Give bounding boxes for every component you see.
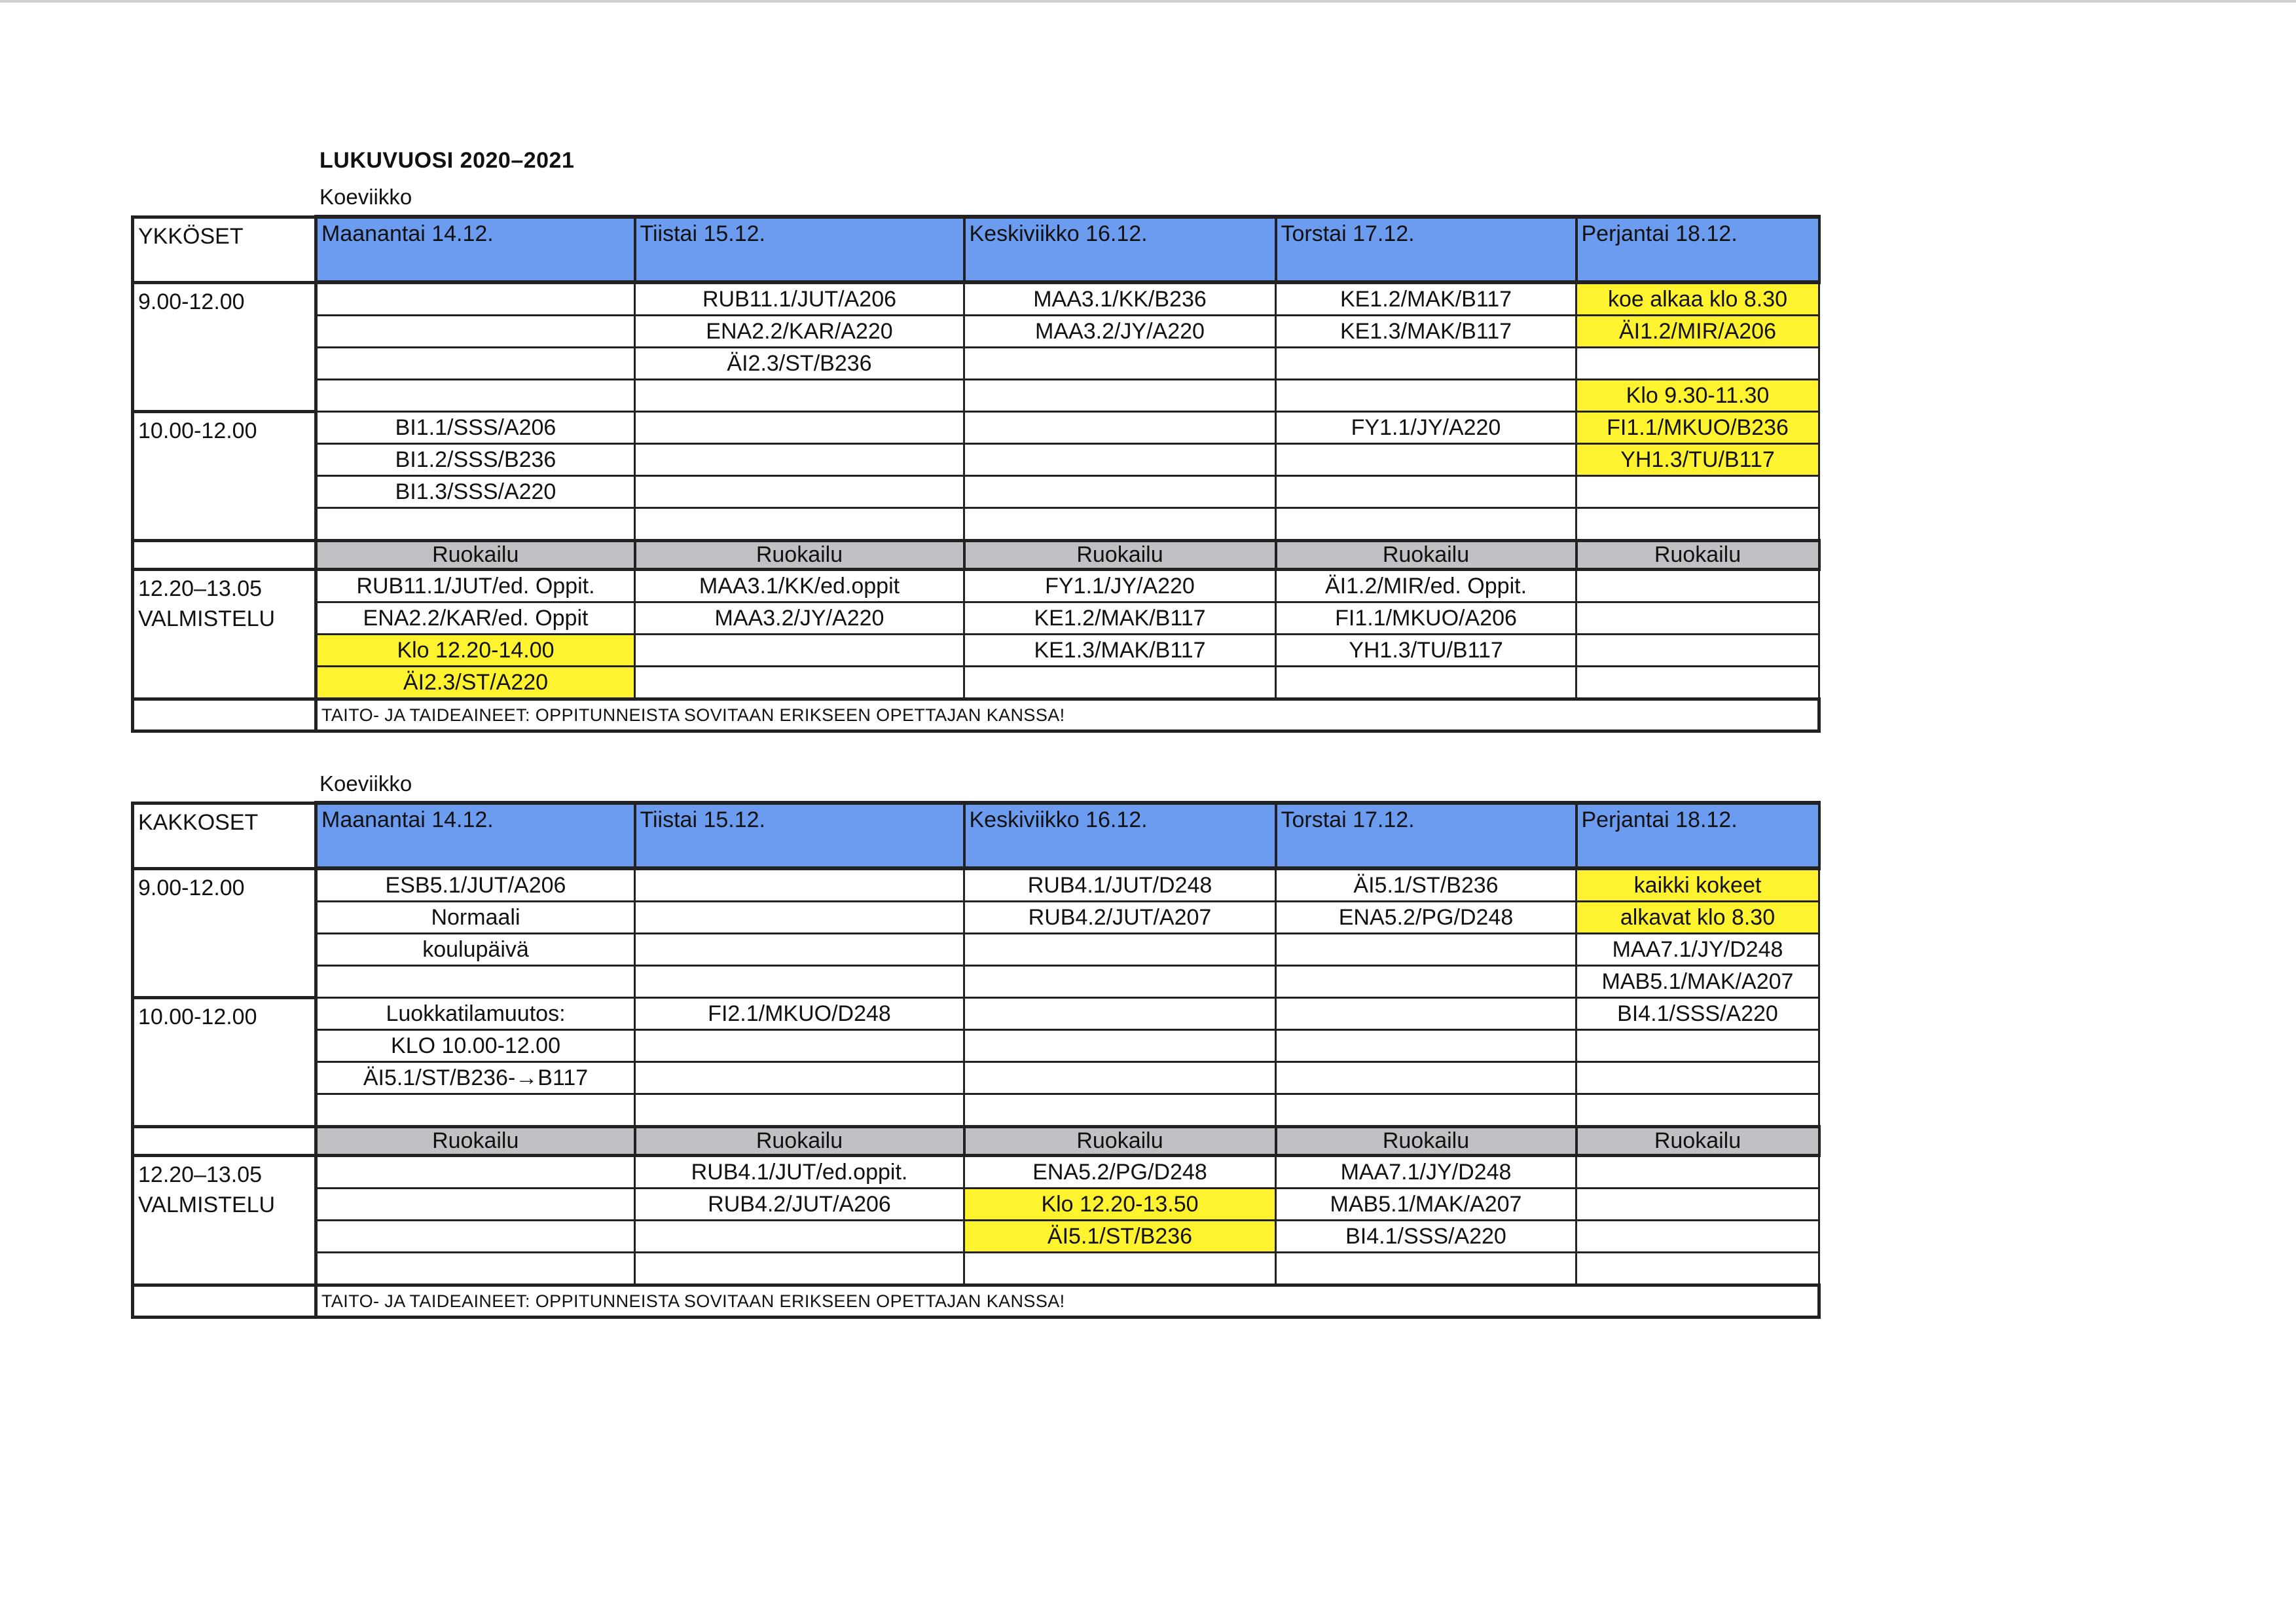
table-row	[133, 282, 1819, 316]
exam-cell-highlight: Klo 9.30-11.30	[1576, 380, 1819, 412]
note-row	[133, 699, 1819, 731]
exam-cell	[1576, 1062, 1819, 1094]
exam-cell: ÄI2.3/ST/B236	[635, 348, 964, 380]
note-label-cell	[133, 1285, 316, 1318]
group-label: KAKKOSET	[133, 803, 316, 868]
day-header: Perjantai 18.12.	[1576, 217, 1819, 282]
day-header-row	[133, 217, 1819, 282]
exam-cell: BI1.2/SSS/B236	[316, 444, 635, 476]
table-row	[133, 508, 1819, 541]
exam-cell	[1576, 1030, 1819, 1062]
exam-cell	[964, 508, 1276, 541]
table-row	[133, 380, 1819, 412]
exam-cell: BI1.1/SSS/A206	[316, 412, 635, 444]
section-subtitle: Koeviikko	[319, 185, 412, 209]
exam-cell	[1276, 1253, 1576, 1285]
exam-cell	[964, 380, 1276, 412]
lunch-row	[133, 541, 1819, 570]
time-slot-label-valmistelu: VALMISTELU	[138, 606, 276, 631]
day-header: Torstai 17.12.	[1276, 803, 1576, 868]
exam-cell	[635, 380, 964, 412]
exam-cell-highlight: kaikki kokeet	[1576, 868, 1819, 902]
exam-cell: MAA3.1/KK/B236	[964, 282, 1276, 316]
exam-cell	[1576, 1156, 1819, 1189]
exam-cell	[1276, 934, 1576, 966]
exam-cell-highlight: alkavat klo 8.30	[1576, 902, 1819, 934]
exam-cell	[316, 966, 635, 998]
schedule-table-ykkoset	[131, 215, 1821, 733]
exam-cell: KE1.3/MAK/B117	[1276, 316, 1576, 348]
exam-cell	[635, 412, 964, 444]
table-row	[133, 966, 1819, 998]
exam-cell	[964, 1253, 1276, 1285]
lunch-cell: Ruokailu	[964, 541, 1276, 570]
table-row	[133, 934, 1819, 966]
exam-cell	[316, 508, 635, 541]
exam-cell: BI1.3/SSS/A220	[316, 476, 635, 508]
exam-cell	[635, 1221, 964, 1253]
table-row	[133, 1221, 1819, 1253]
exam-cell: ENA2.2/KAR/ed. Oppit	[316, 602, 635, 635]
exam-cell	[964, 1062, 1276, 1094]
table-row	[133, 1062, 1819, 1094]
exam-cell	[316, 380, 635, 412]
exam-cell: RUB4.2/JUT/A207	[964, 902, 1276, 934]
exam-cell	[964, 348, 1276, 380]
exam-cell	[635, 1253, 964, 1285]
exam-cell: MAA7.1/JY/D248	[1576, 934, 1819, 966]
table-row	[133, 412, 1819, 444]
day-header: Tiistai 15.12.	[635, 217, 964, 282]
exam-cell: RUB4.2/JUT/A206	[635, 1189, 964, 1221]
exam-cell	[1576, 1189, 1819, 1221]
table-row	[133, 316, 1819, 348]
exam-cell	[1576, 570, 1819, 602]
table-row	[133, 1253, 1819, 1285]
exam-cell	[316, 1094, 635, 1127]
exam-cell	[964, 444, 1276, 476]
time-slot-label: 9.00-12.00	[133, 282, 316, 412]
exam-cell-highlight: ÄI2.3/ST/A220	[316, 667, 635, 699]
exam-cell: koulupäivä	[316, 934, 635, 966]
exam-cell	[1276, 476, 1576, 508]
table-row	[133, 1030, 1819, 1062]
exam-cell	[964, 476, 1276, 508]
day-header: Keskiviikko 16.12.	[964, 803, 1276, 868]
exam-cell	[1276, 998, 1576, 1030]
lunch-cell: Ruokailu	[1576, 541, 1819, 570]
exam-cell	[1576, 667, 1819, 699]
exam-cell: ESB5.1/JUT/A206	[316, 868, 635, 902]
time-slot-label-valmistelu: VALMISTELU	[138, 1192, 276, 1217]
exam-cell	[635, 635, 964, 667]
lunch-label-cell	[133, 1127, 316, 1156]
exam-cell: KE1.3/MAK/B117	[964, 635, 1276, 667]
exam-cell: MAA3.2/JY/A220	[635, 602, 964, 635]
table-row	[133, 476, 1819, 508]
exam-cell	[1576, 476, 1819, 508]
exam-cell: MAB5.1/MAK/A207	[1276, 1189, 1576, 1221]
exam-cell: MAA3.2/JY/A220	[964, 316, 1276, 348]
time-slot-label-time: 12.20–13.05	[138, 576, 263, 601]
exam-cell	[635, 1062, 964, 1094]
exam-cell	[1276, 508, 1576, 541]
exam-cell	[1276, 1062, 1576, 1094]
exam-cell: FY1.1/JY/A220	[1276, 412, 1576, 444]
exam-cell: FI2.1/MKUO/D248	[635, 998, 964, 1030]
lunch-cell: Ruokailu	[635, 1127, 964, 1156]
exam-cell	[316, 1253, 635, 1285]
exam-cell	[316, 1221, 635, 1253]
exam-cell	[964, 1094, 1276, 1127]
exam-cell: FY1.1/JY/A220	[964, 570, 1276, 602]
table-row	[133, 998, 1819, 1030]
lunch-cell: Ruokailu	[635, 541, 964, 570]
table-row	[133, 868, 1819, 902]
exam-cell	[635, 667, 964, 699]
exam-cell: RUB4.1/JUT/D248	[964, 868, 1276, 902]
exam-cell	[1576, 1221, 1819, 1253]
time-slot-label: 10.00-12.00	[133, 412, 316, 541]
exam-cell: RUB11.1/JUT/ed. Oppit.	[316, 570, 635, 602]
exam-cell	[964, 412, 1276, 444]
exam-cell-highlight: Klo 12.20-14.00	[316, 635, 635, 667]
exam-cell	[1576, 508, 1819, 541]
exam-cell-highlight: FI1.1/MKUO/B236	[1576, 412, 1819, 444]
exam-cell	[1576, 348, 1819, 380]
exam-cell	[635, 508, 964, 541]
time-slot-label	[133, 570, 316, 699]
table-row	[133, 444, 1819, 476]
table-row	[133, 635, 1819, 667]
exam-cell	[964, 667, 1276, 699]
exam-cell	[1276, 1030, 1576, 1062]
exam-cell	[1276, 444, 1576, 476]
exam-cell	[635, 868, 964, 902]
time-slot-label: 10.00-12.00	[133, 998, 316, 1127]
exam-cell: RUB11.1/JUT/A206	[635, 282, 964, 316]
exam-cell-highlight: YH1.3/TU/B117	[1576, 444, 1819, 476]
exam-cell	[316, 282, 635, 316]
day-header: Maanantai 14.12.	[316, 217, 635, 282]
exam-cell: ÄI5.1/ST/B236-→B117	[316, 1062, 635, 1094]
exam-cell	[1276, 667, 1576, 699]
exam-cell	[635, 902, 964, 934]
exam-cell	[635, 966, 964, 998]
lunch-cell: Ruokailu	[316, 1127, 635, 1156]
exam-cell: Normaali	[316, 902, 635, 934]
exam-cell: ENA2.2/KAR/A220	[635, 316, 964, 348]
day-header-row	[133, 803, 1819, 868]
time-slot-label: 9.00-12.00	[133, 868, 316, 998]
table-row	[133, 1189, 1819, 1221]
exam-cell-highlight: ÄI5.1/ST/B236	[964, 1221, 1276, 1253]
schedule-table-kakkoset	[131, 801, 1821, 1319]
lunch-cell: Ruokailu	[1576, 1127, 1819, 1156]
lunch-cell: Ruokailu	[1276, 1127, 1576, 1156]
exam-cell	[1276, 966, 1576, 998]
day-header: Tiistai 15.12.	[635, 803, 964, 868]
exam-cell: Luokkatilamuutos:	[316, 998, 635, 1030]
note-row	[133, 1285, 1819, 1318]
exam-cell: MAA7.1/JY/D248	[1276, 1156, 1576, 1189]
time-slot-label	[133, 1156, 316, 1285]
lunch-cell: Ruokailu	[1276, 541, 1576, 570]
exam-cell: KLO 10.00-12.00	[316, 1030, 635, 1062]
exam-cell: RUB4.1/JUT/ed.oppit.	[635, 1156, 964, 1189]
exam-cell	[635, 444, 964, 476]
exam-cell	[964, 966, 1276, 998]
exam-cell	[1576, 602, 1819, 635]
day-header: Maanantai 14.12.	[316, 803, 635, 868]
exam-cell	[1576, 1094, 1819, 1127]
time-slot-label-time: 12.20–13.05	[138, 1162, 263, 1187]
section-subtitle: Koeviikko	[319, 771, 412, 796]
exam-cell	[1576, 1253, 1819, 1285]
exam-cell	[964, 934, 1276, 966]
exam-cell-highlight: koe alkaa klo 8.30	[1576, 282, 1819, 316]
table-row	[133, 902, 1819, 934]
exam-cell-highlight: Klo 12.20-13.50	[964, 1189, 1276, 1221]
exam-cell	[1576, 635, 1819, 667]
exam-cell: KE1.2/MAK/B117	[1276, 282, 1576, 316]
table-row	[133, 570, 1819, 602]
exam-cell: YH1.3/TU/B117	[1276, 635, 1576, 667]
exam-cell: MAB5.1/MAK/A207	[1576, 966, 1819, 998]
exam-cell	[635, 1094, 964, 1127]
table-row	[133, 1156, 1819, 1189]
arts-note: TAITO- JA TAIDEAINEET: OPPITUNNEISTA SOVITAAN ERIKSEEN OPETTAJAN KANSSA!	[316, 699, 1819, 731]
exam-cell-highlight: ÄI1.2/MIR/A206	[1576, 316, 1819, 348]
document-title: LUKUVUOSI 2020–2021	[319, 148, 575, 173]
exam-cell: MAA3.1/KK/ed.oppit	[635, 570, 964, 602]
exam-cell: BI4.1/SSS/A220	[1276, 1221, 1576, 1253]
table-row	[133, 667, 1819, 699]
arts-note: TAITO- JA TAIDEAINEET: OPPITUNNEISTA SOVITAAN ERIKSEEN OPETTAJAN KANSSA!	[316, 1285, 1819, 1318]
exam-cell	[1276, 380, 1576, 412]
day-header: Keskiviikko 16.12.	[964, 217, 1276, 282]
day-header: Torstai 17.12.	[1276, 217, 1576, 282]
exam-cell	[1276, 1094, 1576, 1127]
group-label: YKKÖSET	[133, 217, 316, 282]
exam-cell	[1276, 348, 1576, 380]
lunch-cell: Ruokailu	[964, 1127, 1276, 1156]
exam-cell: ENA5.2/PG/D248	[1276, 902, 1576, 934]
exam-cell: FI1.1/MKUO/A206	[1276, 602, 1576, 635]
table-row	[133, 602, 1819, 635]
note-label-cell	[133, 699, 316, 731]
day-header: Perjantai 18.12.	[1576, 803, 1819, 868]
exam-cell	[316, 316, 635, 348]
lunch-label-cell	[133, 541, 316, 570]
table-row	[133, 1094, 1819, 1127]
exam-cell: ÄI5.1/ST/B236	[1276, 868, 1576, 902]
exam-cell	[635, 1030, 964, 1062]
scan-edge	[0, 0, 2296, 3]
exam-cell	[964, 998, 1276, 1030]
exam-cell	[635, 476, 964, 508]
exam-cell: ENA5.2/PG/D248	[964, 1156, 1276, 1189]
exam-cell	[635, 934, 964, 966]
exam-cell: KE1.2/MAK/B117	[964, 602, 1276, 635]
table-row	[133, 348, 1819, 380]
lunch-row	[133, 1127, 1819, 1156]
exam-cell: BI4.1/SSS/A220	[1576, 998, 1819, 1030]
lunch-cell: Ruokailu	[316, 541, 635, 570]
exam-cell	[316, 348, 635, 380]
exam-cell	[964, 1030, 1276, 1062]
exam-cell	[316, 1189, 635, 1221]
exam-cell: ÄI1.2/MIR/ed. Oppit.	[1276, 570, 1576, 602]
exam-cell	[316, 1156, 635, 1189]
